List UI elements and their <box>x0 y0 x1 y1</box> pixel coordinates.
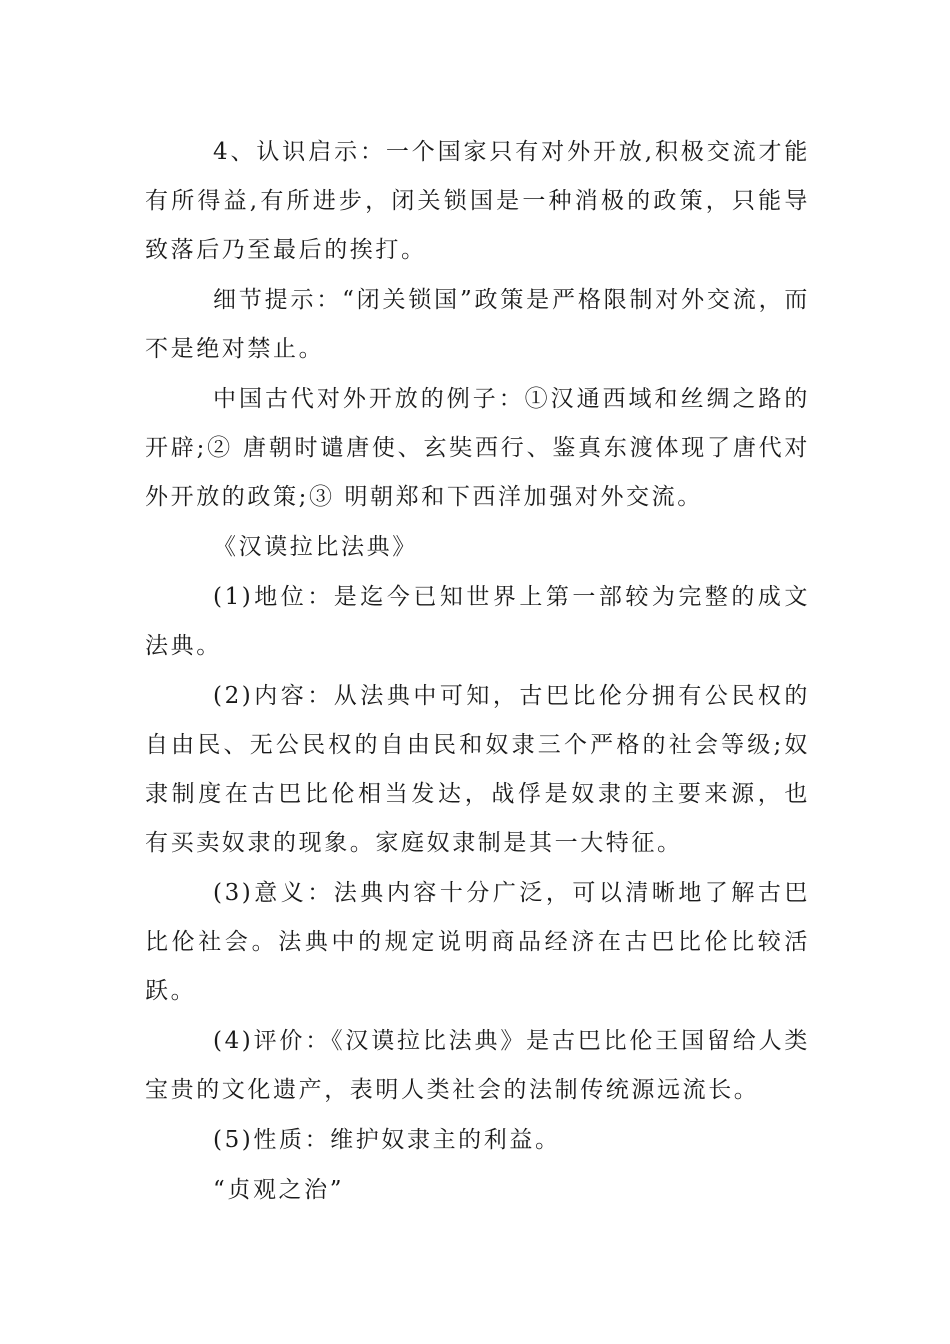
paragraph-opening-examples: 中国古代对外开放的例子：①汉通西域和丝绸之路的开辟;② 唐朝时谴唐使、玄奘西行、鉴真东渡体现了唐代对外开放的政策;③ 明朝郑和下西洋加强对外交流。 <box>145 386 810 510</box>
document-page <box>145 128 810 1216</box>
paragraph-status: (1)地位：是迄今已知世界上第一部较为完整的成文法典。 <box>145 584 810 659</box>
heading-code-of-hammurabi: 《汉谟拉比法典》 <box>213 534 418 560</box>
paragraph-evaluation: (4)评价：《汉谟拉比法典》是古巴比伦王国留给人类宝贵的文化遗产，表明人类社会的法制传统源远流长。 <box>145 1028 810 1103</box>
paragraph-enlightenment: 4、认识启示：一个国家只有对外开放,积极交流才能有所得益,有所进步，闭关锁国是一种消极的政策，只能导致落后乃至最后的挨打。 <box>145 139 810 263</box>
paragraph-content: (2)内容：从法典中可知，古巴比伦分拥有公民权的自由民、无公民权的自由民和奴隶三个严格的社会等级;奴隶制度在古巴比伦相当发达，战俘是奴隶的主要来源，也有买卖奴隶的现象。家庭奴隶制是其一大特征。 <box>145 683 810 856</box>
heading-zhenguan-reign: “贞观之治” <box>213 1177 345 1203</box>
paragraph-detail-tip: 细节提示：“闭关锁国”政策是严格限制对外交流，而不是绝对禁止。 <box>145 287 810 362</box>
paragraph-significance: (3)意义：法典内容十分广泛，可以清晰地了解古巴比伦社会。法典中的规定说明商品经济在古巴比伦比较活跃。 <box>145 880 810 1004</box>
paragraph-nature: (5)性质：维护奴隶主的利益。 <box>213 1127 561 1153</box>
